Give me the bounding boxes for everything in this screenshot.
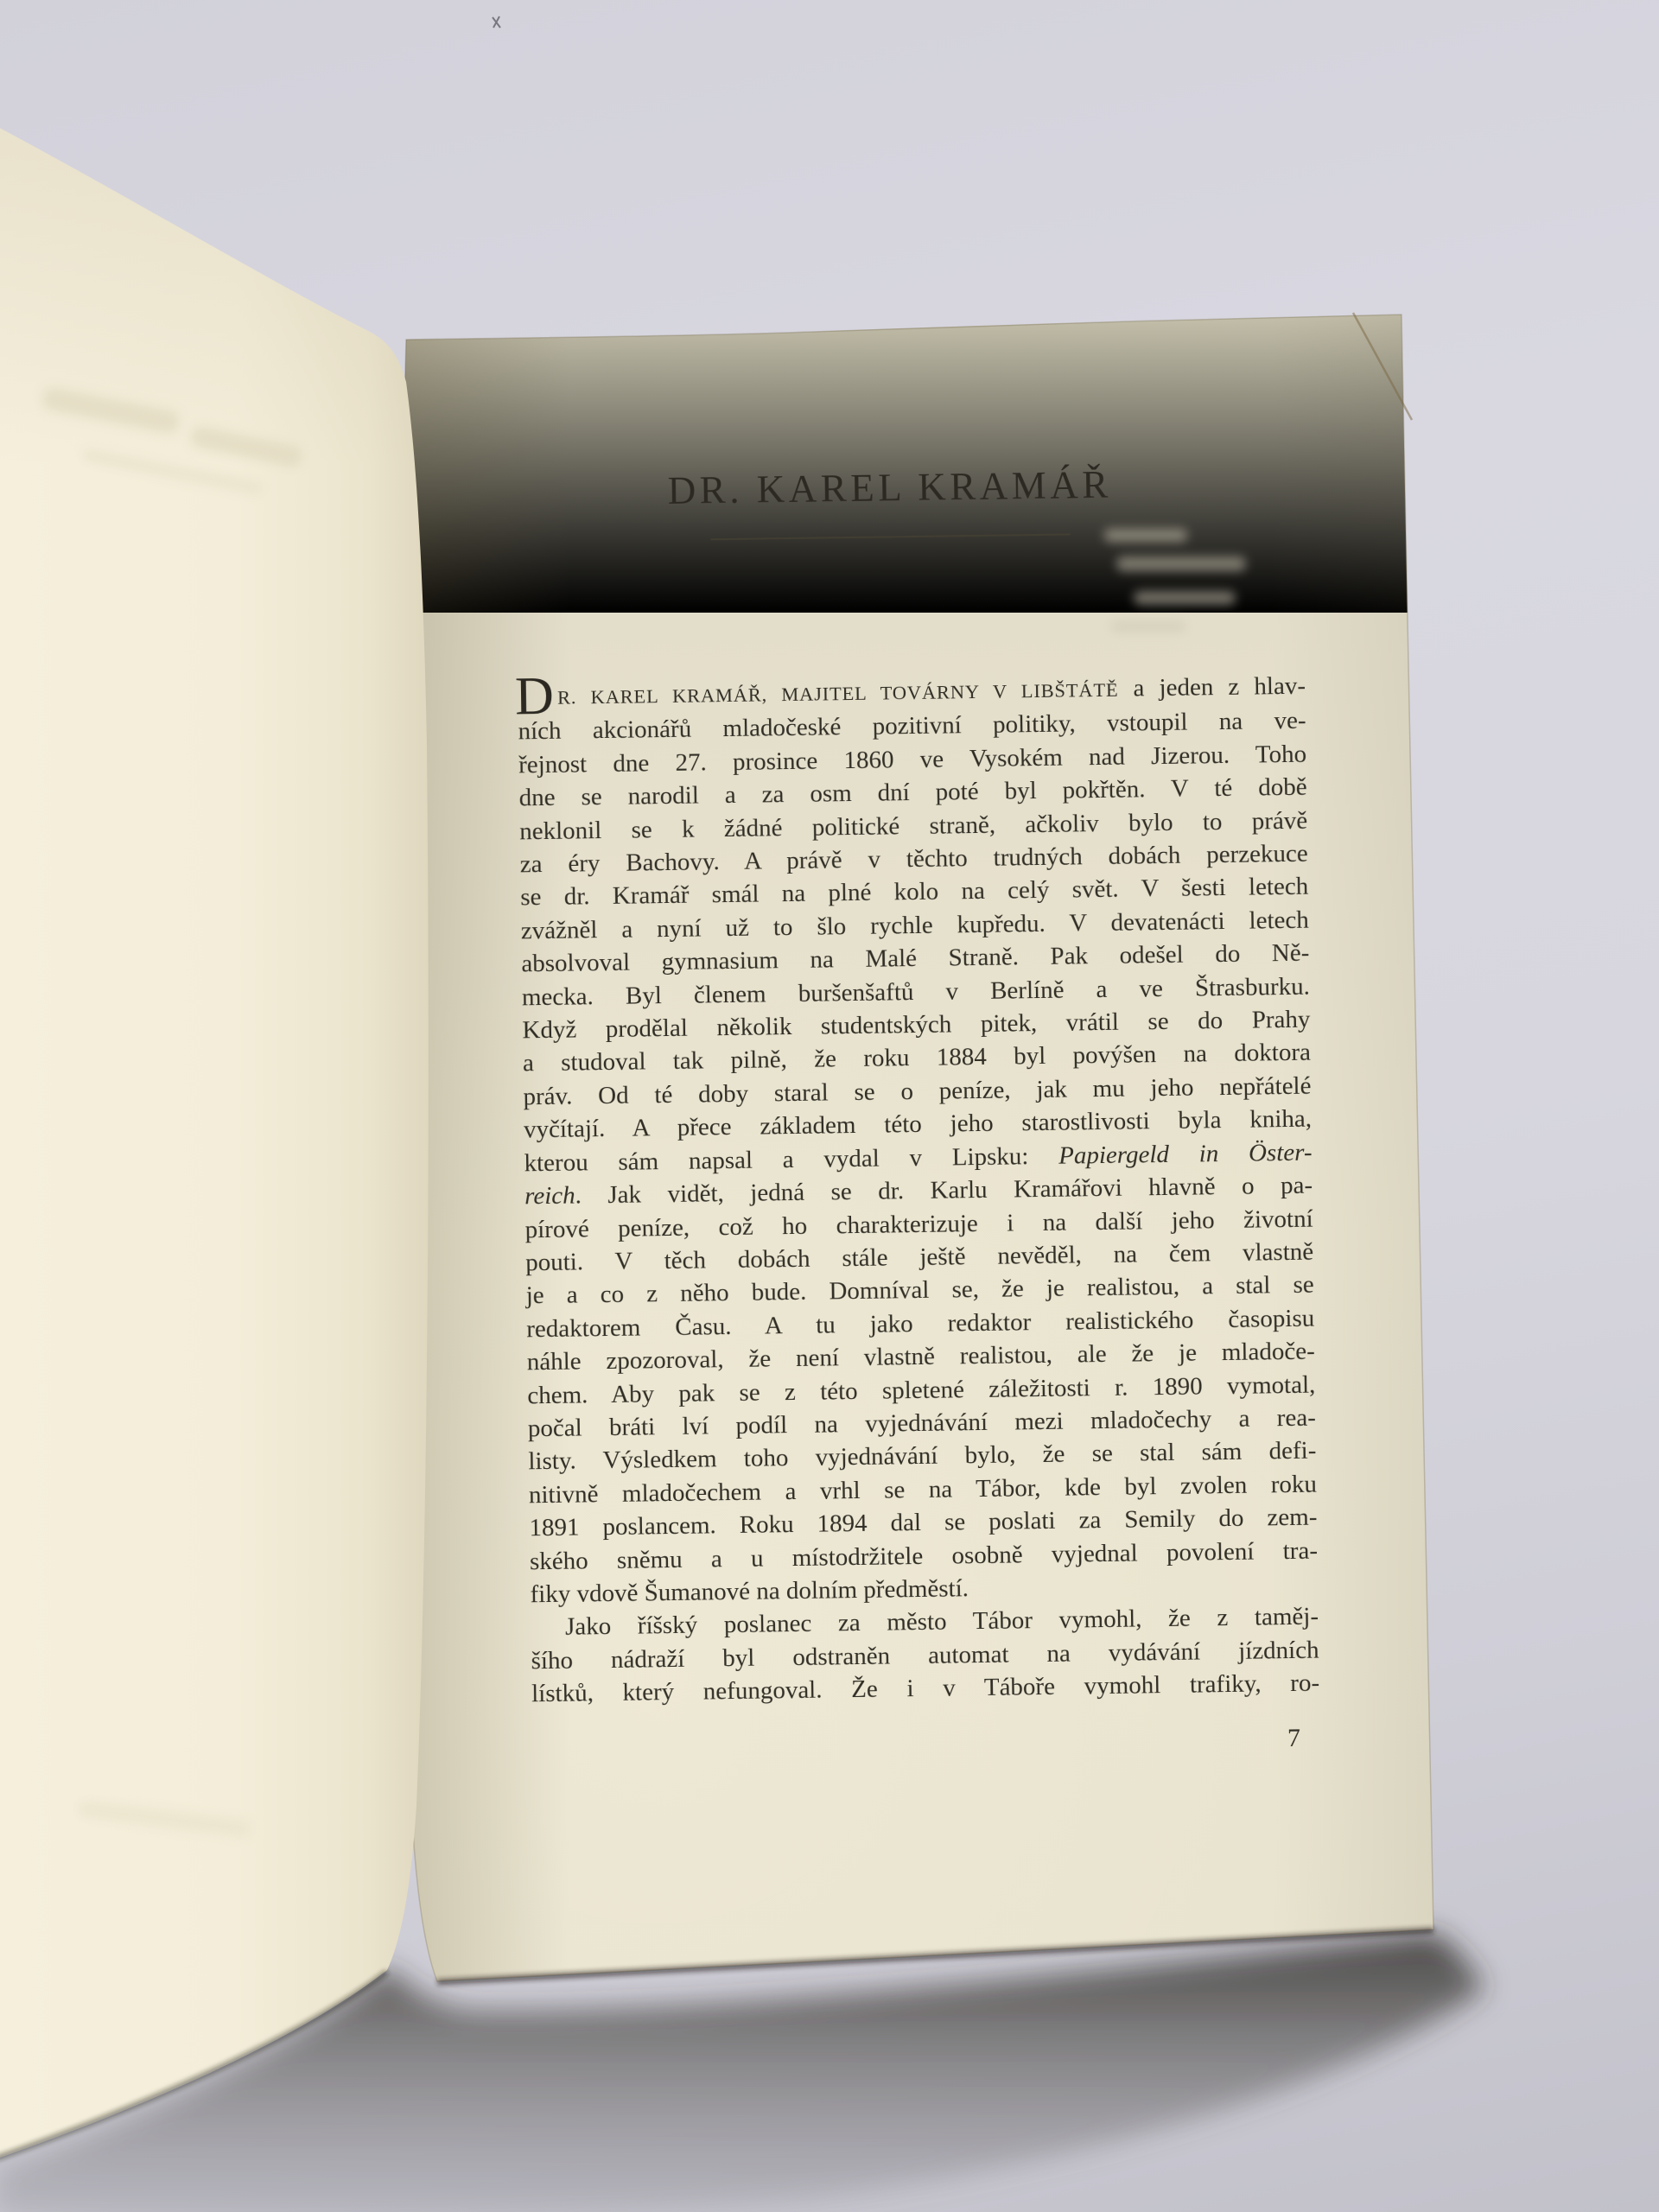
body-text xyxy=(518,670,1320,1711)
body-line-segment: absolvoval gymnasium na Malé Straně. Pak odešel do Ně- xyxy=(521,938,1310,978)
body-line-segment: a studoval tak pilně, že roku 1884 byl povýšen na doktora xyxy=(522,1039,1312,1077)
drop-cap-initial: D xyxy=(514,666,555,727)
body-line-segment: lístků, který nefungoval. Že i v Táboře vymohl trafiky, ro- xyxy=(531,1669,1320,1708)
body-line-segment: dne se narodil a za osm dní poté byl pokřtěn. V té době xyxy=(518,772,1307,812)
body-line-segment: Papiergeld in Öster- xyxy=(1058,1138,1313,1170)
body-line-segment: listy. Výsledkem toho vyjednávání bylo, že se stal sám defi- xyxy=(528,1436,1317,1476)
body-line-segment: reich xyxy=(524,1181,575,1211)
body-line-segment: neklonil se k žádné politické straně, ačkoliv bylo to právě xyxy=(519,806,1308,845)
title-rule xyxy=(711,533,1071,540)
body-line-segment: R. KAREL KRAMÁŘ, MAJITEL TOVÁRNY V LIBŠTÁTĚ xyxy=(556,678,1119,709)
body-line-segment: pírové peníze, což ho charakterizuje i na další jeho životní xyxy=(524,1205,1313,1243)
body-line-segment: ského sněmu a u místodržitele osobně vyjednal povolení tra- xyxy=(529,1536,1319,1575)
body-line-segment: zvážněl a nyní už to šlo rychle kupředu. V devatenácti letech xyxy=(520,906,1309,945)
body-line-segment: práv. Od té doby staral se o peníze, jak mu jeho nepřátelé xyxy=(523,1071,1312,1111)
body-line-segment: a jeden z hlav- xyxy=(1118,671,1306,702)
chapter-title: DR. KAREL KRAMÁŘ xyxy=(667,462,1113,512)
body-line-segment: 1891 poslancem. Roku 1894 dal se poslati za Semily do zem- xyxy=(529,1503,1318,1542)
body-line-segment: mecka. Byl členem buršenšaftů v Berlíně a ve Štrasburku. xyxy=(521,972,1311,1012)
body-line-segment: redaktorem Času. A tu jako redaktor realistického časopisu xyxy=(526,1304,1315,1344)
body-line-segment: je a co z něho bude. Domníval se, že je realistou, a stal se xyxy=(525,1270,1314,1310)
body-line-segment: fiky vdově Šumanové na dolním předměstí. xyxy=(530,1574,969,1609)
body-line-segment: řejnost dne 27. prosince 1860 ve Vysokém nad Jizerou. Toho xyxy=(518,740,1307,779)
body-line-segment: se dr. Kramář smál na plné kolo na celý svět. V šesti letech xyxy=(520,873,1309,912)
body-line-segment: za éry Bachovy. A právě v těchto trudných dobách perzekuce xyxy=(519,839,1308,879)
body-line-segment: nitivně mladočechem a vrhl se na Tábor, kde byl zvolen roku xyxy=(528,1470,1318,1510)
body-line-segment: počal bráti lví podíl na vyjednávání mezi mladočechy a rea- xyxy=(527,1403,1317,1443)
body-line-segment: pouti. V těch dobách stále ještě nevěděl, na čem vlastně xyxy=(524,1237,1314,1277)
body-line-segment: Jako říšský poslanec za město Tábor vymohl, že z taměj- xyxy=(564,1602,1319,1642)
body-line-segment: náhle zpozoroval, že není vlastně realistou, ale že je mladoče- xyxy=(526,1337,1315,1376)
body-line-segment: . Jak vidět, jedná se dr. Karlu Kramářovi hlavně o pa- xyxy=(575,1171,1313,1210)
body-line-segment: Když prodělal několik studentských pitek, vrátil se do Prahy xyxy=(522,1005,1311,1045)
body-line-segment: chem. Aby pak se z této spletené záležitosti r. 1890 vymotal, xyxy=(527,1370,1316,1409)
body-line-segment: ních akcionářů mladočeské pozitivní politiky, vstoupil na ve- xyxy=(518,707,1306,746)
page-number: 7 xyxy=(1287,1723,1301,1753)
body-line-segment: šího nádraží byl odstraněn automat na vydávání jízdních xyxy=(531,1636,1319,1675)
body-line-segment: kterou sám napsal a vydal v Lipsku: xyxy=(524,1141,1059,1178)
body-line-segment: vyčítají. A přece základem této jeho starostlivosti byla kniha, xyxy=(523,1104,1313,1144)
